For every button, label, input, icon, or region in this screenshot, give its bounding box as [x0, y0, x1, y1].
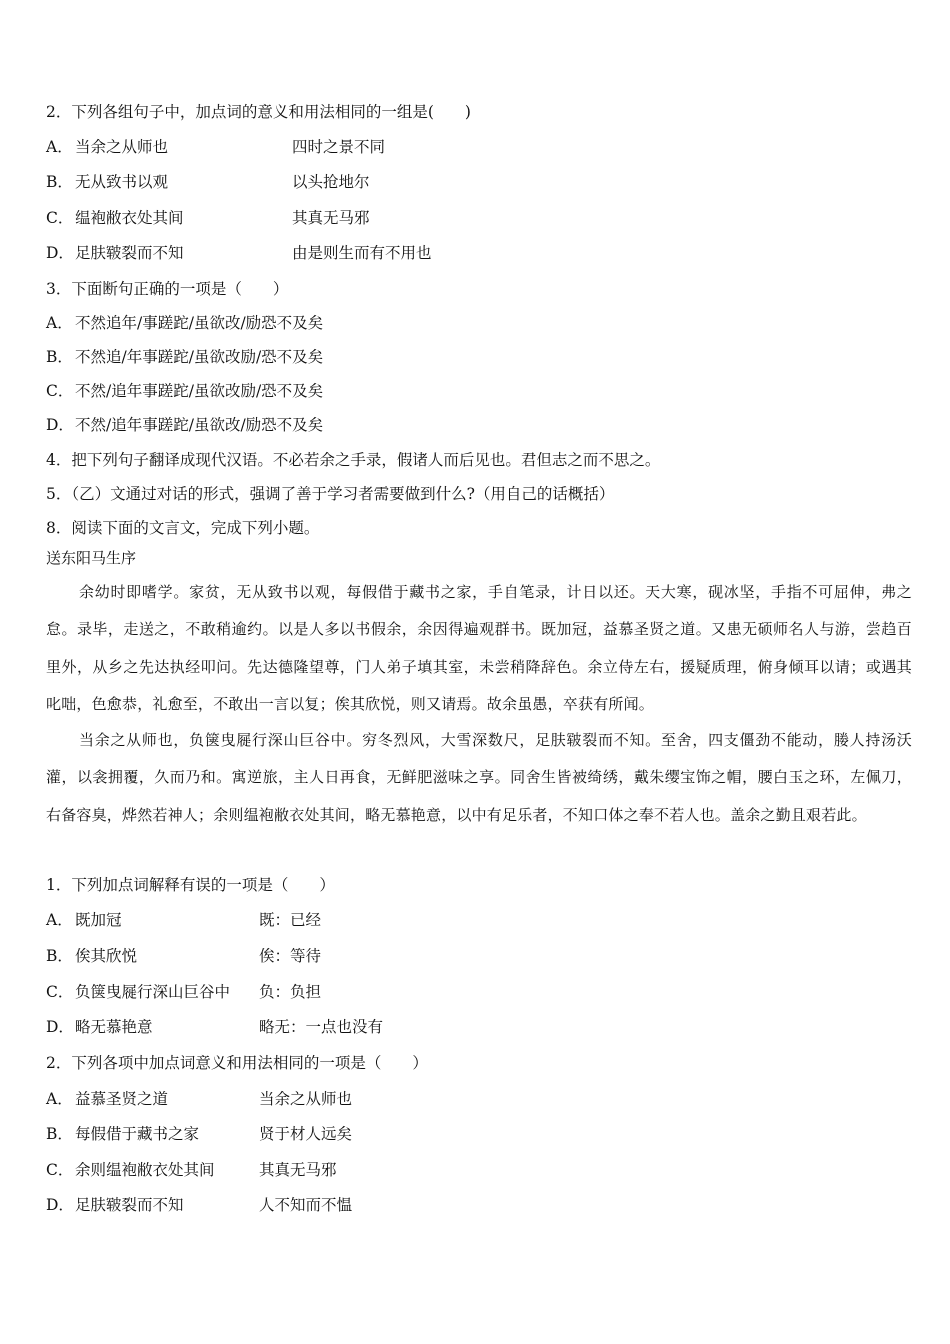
option-right: 其真无马邪: [292, 209, 370, 227]
pq2-option-b[interactable]: [46, 1124, 353, 1144]
option-label: C．: [46, 382, 74, 400]
passage-question-1-stem: 1．下列加点词解释有误的一项是（ ）: [46, 876, 335, 894]
option-right: 既：已经: [259, 911, 322, 929]
option-right: 贤于材人远矣: [259, 1125, 353, 1143]
option-left: 负箧曳屣行深山巨谷中: [75, 983, 231, 1001]
option-text: 不然/追年事蹉跎/虽欲改励/恐不及矣: [75, 382, 324, 400]
passage-paragraph-2: 当余之从师也，负箧曳屣行深山巨谷中。穷冬烈风，大雪深数尺，足肤皲裂而不知。至舍，四支僵劲不能动，媵人持汤沃灌，以衾拥覆，久而乃和。寓逆旅，主人日再食，无鲜肥滋味之享。同舍生皆被绮绣，戴朱缨宝饰之帽，腰白玉之环，左佩刀，右备容臭，烨然若神人；余则缊袍敝衣处其间，略无慕艳意，以中有足乐者，不知口体之奉不若人也。盖余之勤且艰若此。: [46, 731, 912, 824]
pq2-option-a[interactable]: [46, 1089, 353, 1109]
q2-option-b[interactable]: [46, 172, 370, 192]
pq1-option-c[interactable]: [46, 982, 322, 1002]
q2-option-a[interactable]: [46, 137, 386, 157]
pq2-option-d[interactable]: [46, 1195, 353, 1215]
option-label: B．: [46, 947, 73, 965]
question-4: 4．把下列句子翻译成现代汉语。不必若余之手录，假诸人而后见也。君但志之而不思之。: [46, 451, 661, 469]
pq1-option-a[interactable]: [46, 910, 322, 930]
section-8-heading: 8．阅读下面的文言文，完成下列小题。: [46, 519, 320, 537]
pq1-option-b[interactable]: [46, 946, 322, 966]
option-label: C．: [46, 1161, 74, 1179]
option-label: C．: [46, 209, 74, 227]
option-left: 略无慕艳意: [75, 1018, 153, 1036]
option-label: B．: [46, 1125, 73, 1143]
option-right: 由是则生而有不用也: [292, 244, 432, 262]
option-label: D．: [46, 1018, 74, 1036]
option-right: 当余之从师也: [259, 1090, 353, 1108]
option-left: 余则缊袍敝衣处其间: [75, 1161, 215, 1179]
option-label: D．: [46, 416, 74, 434]
option-label: B．: [46, 173, 73, 191]
passage-paragraph-1: 余幼时即嗜学。家贫，无从致书以观，每假借于藏书之家，手自笔录，计日以还。天大寒，砚冰坚，手指不可屈伸，弗之怠。录毕，走送之，不敢稍逾约。以是人多以书假余，余因得遍观群书。既加冠，益慕圣贤之道。又患无硕师名人与游，尝趋百里外，从乡之先达执经叩问。先达德隆望尊，门人弟子填其室，未尝稍降辞色。余立侍左右，援疑质理，俯身倾耳以请；或遇其叱咄，色愈恭，礼愈至，不敢出一言以复；俟其欣悦，则又请焉。故余虽愚，卒获有所闻。: [46, 583, 912, 713]
question-5: 5．（乙）文通过对话的形式，强调了善于学习者需要做到什么?（用自己的话概括）: [46, 485, 615, 503]
option-left: 足肤皲裂而不知: [75, 244, 184, 262]
option-label: D．: [46, 1196, 74, 1214]
passage-title: 送东阳马生序: [46, 549, 137, 567]
q3-option-d[interactable]: [46, 415, 323, 435]
option-text: 不然追/年事蹉跎/虽欲改励/恐不及矣: [75, 348, 324, 366]
q3-option-a[interactable]: [46, 313, 323, 333]
option-label: B．: [46, 348, 73, 366]
option-label: D．: [46, 244, 74, 262]
option-right: 负：负担: [259, 983, 322, 1001]
question-3-stem: 3．下面断句正确的一项是（ ）: [46, 280, 289, 298]
option-left: 俟其欣悦: [75, 947, 138, 965]
q2-option-c[interactable]: [46, 208, 370, 228]
option-label: A．: [46, 911, 73, 929]
option-label: A．: [46, 138, 73, 156]
option-left: 无从致书以观: [75, 173, 169, 191]
q3-option-b[interactable]: [46, 347, 323, 367]
option-left: 每假借于藏书之家: [75, 1125, 200, 1143]
option-right: 四时之景不同: [292, 138, 386, 156]
option-label: A．: [46, 1090, 73, 1108]
option-left: 足肤皲裂而不知: [75, 1196, 184, 1214]
option-right: 人不知而不愠: [259, 1196, 353, 1214]
pq1-option-d[interactable]: [46, 1017, 384, 1037]
option-text: 不然追年/事蹉跎/虽欲改/励恐不及矣: [75, 314, 324, 332]
question-2-stem: 2．下列各组句子中，加点词的意义和用法相同的一组是( ): [46, 103, 471, 121]
q3-option-c[interactable]: [46, 381, 323, 401]
q2-option-d[interactable]: [46, 243, 432, 263]
option-left: 既加冠: [75, 911, 122, 929]
option-left: 当余之从师也: [75, 138, 169, 156]
passage-question-2-stem: 2．下列各项中加点词意义和用法相同的一项是（ ）: [46, 1054, 428, 1072]
option-label: C．: [46, 983, 74, 1001]
option-left: 益慕圣贤之道: [75, 1090, 169, 1108]
option-right: 其真无马邪: [259, 1161, 337, 1179]
option-right: 俟：等待: [259, 947, 322, 965]
pq2-option-c[interactable]: [46, 1160, 337, 1180]
option-right: 略无：一点也没有: [259, 1018, 384, 1036]
option-label: A．: [46, 314, 73, 332]
option-right: 以头抢地尔: [292, 173, 370, 191]
option-text: 不然/追年事蹉跎/虽欲改/励恐不及矣: [75, 416, 324, 434]
option-left: 缊袍敝衣处其间: [75, 209, 184, 227]
